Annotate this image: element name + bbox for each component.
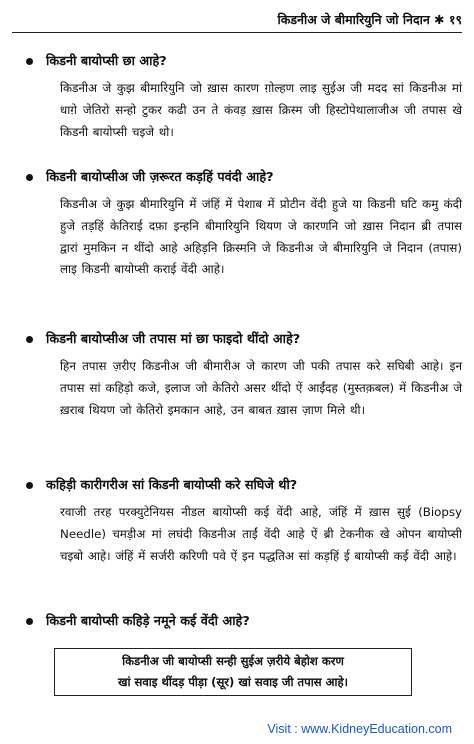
question-heading bbox=[26, 476, 462, 496]
question-heading bbox=[26, 52, 462, 72]
section-what-is-biopsy bbox=[26, 52, 462, 143]
question-text: किडनी बायोप्सीअ जी ज़रूरत कड़हिं पवंदी आहे? bbox=[46, 170, 274, 185]
question-heading bbox=[26, 330, 462, 350]
answer-paragraph: रवाजी तरह परक्युटेनियस नीडल बायोप्सी कई वेंदी आहे, जंहिं में ख़ास सुई (Biopsy Needle) चमड़ीअ मां लघंदी किडनीअ ताईं वेंदी आहे ऐं ब्री टेकनीक खे ओपन बायोप्सी चइबो आहे। जंहिं में सर्जरी करिणी पवे ऐं इन पद्धतिअ सां कड़हिं ई बायोप्सी कई वेंदी आहे। bbox=[60, 505, 462, 563]
question-text: किडनी बायोप्सी कहिड़े नमूने कई वेंदी आहे? bbox=[46, 614, 250, 629]
answer-paragraph: किडनीअ जे कुझ बीमारियुनि में जंहिं में पेशाब में प्रोटीन वेंदी हुजे या किडनी घटि कमु कंदी हुजे तड़हिं केतिराई दफ़ा इन्हनि बीमारियुनि थियण जे कारणनि जो ख़ास निदान ब्री तपास द्वारां मुमकिन न थींदो आहे अहिड़नि क्रिस्मनि जे किडनीअ जे बीमारियुनि जे निदान (तपास) लाइ किडनी बायोप्सी कराई वेंदी आहे। bbox=[60, 197, 462, 277]
section-techniques bbox=[26, 476, 462, 567]
bullet-icon bbox=[26, 482, 33, 489]
page-header: किडनीअ जे बीमारियुनि जो निदान ✱ १९ bbox=[12, 10, 462, 33]
callout-line-2: खां सवाइ थींदड़ पीड़ा (सूर) खां सवाइ जी तपास आहे। bbox=[117, 675, 349, 689]
bullet-icon bbox=[26, 618, 33, 625]
question-heading bbox=[26, 168, 462, 188]
answer-paragraph: किडनीअ जे कुझ बीमारियुनि जो ख़ास कारण ग़ोल्हण लाइ सुईअ जी मदद सां किडनीअ मां धाग़े जेतिरो सन्हो टुकर कढी उन ते कंवड़ ख़ास क्रिस्म जी हिस्टोपेथालाजीअ जी तपास खे किडनी बायोप्सी चइजे थो। bbox=[60, 81, 462, 139]
bullet-icon bbox=[26, 58, 33, 65]
question-text: कहिड़ी कारीगरीअ सां किडनी बायोप्सी करे सघिजे थी? bbox=[46, 478, 298, 493]
answer-paragraph: हिन तपास ज़रीए किडनीअ जी बीमारीअ जे कारण जी पकी तपास करे सघिबी आहे। इन तपास सां कहिड़ो कजे, इलाज जो केतिरो असर थींदो ऐं आईंदह (मुस्तक़बल) में किडनीअ जे ख़राब थियण जो केतिरो इमकान आहे, उन बाबत ख़ास ज़ाण मिले थी। bbox=[60, 359, 462, 417]
question-heading bbox=[26, 612, 462, 632]
section-when-needed bbox=[26, 168, 462, 281]
section-benefits bbox=[26, 330, 462, 421]
summary-callout-box bbox=[54, 648, 412, 696]
bullet-icon bbox=[26, 174, 33, 181]
callout-line-1: किडनीअ जी बायोप्सी सन्ही सुईअ ज़रीये बेहोश करण bbox=[122, 654, 344, 668]
footer-website-link[interactable]: Visit : www.KidneyEducation.com bbox=[267, 722, 452, 736]
question-text: किडनी बायोप्सी छा आहे? bbox=[46, 54, 167, 69]
bullet-icon bbox=[26, 336, 33, 343]
question-text: किडनी बायोप्सीअ जी तपास मां छा फाइदो थींदो आहे? bbox=[46, 332, 301, 347]
section-how-performed bbox=[26, 612, 462, 632]
